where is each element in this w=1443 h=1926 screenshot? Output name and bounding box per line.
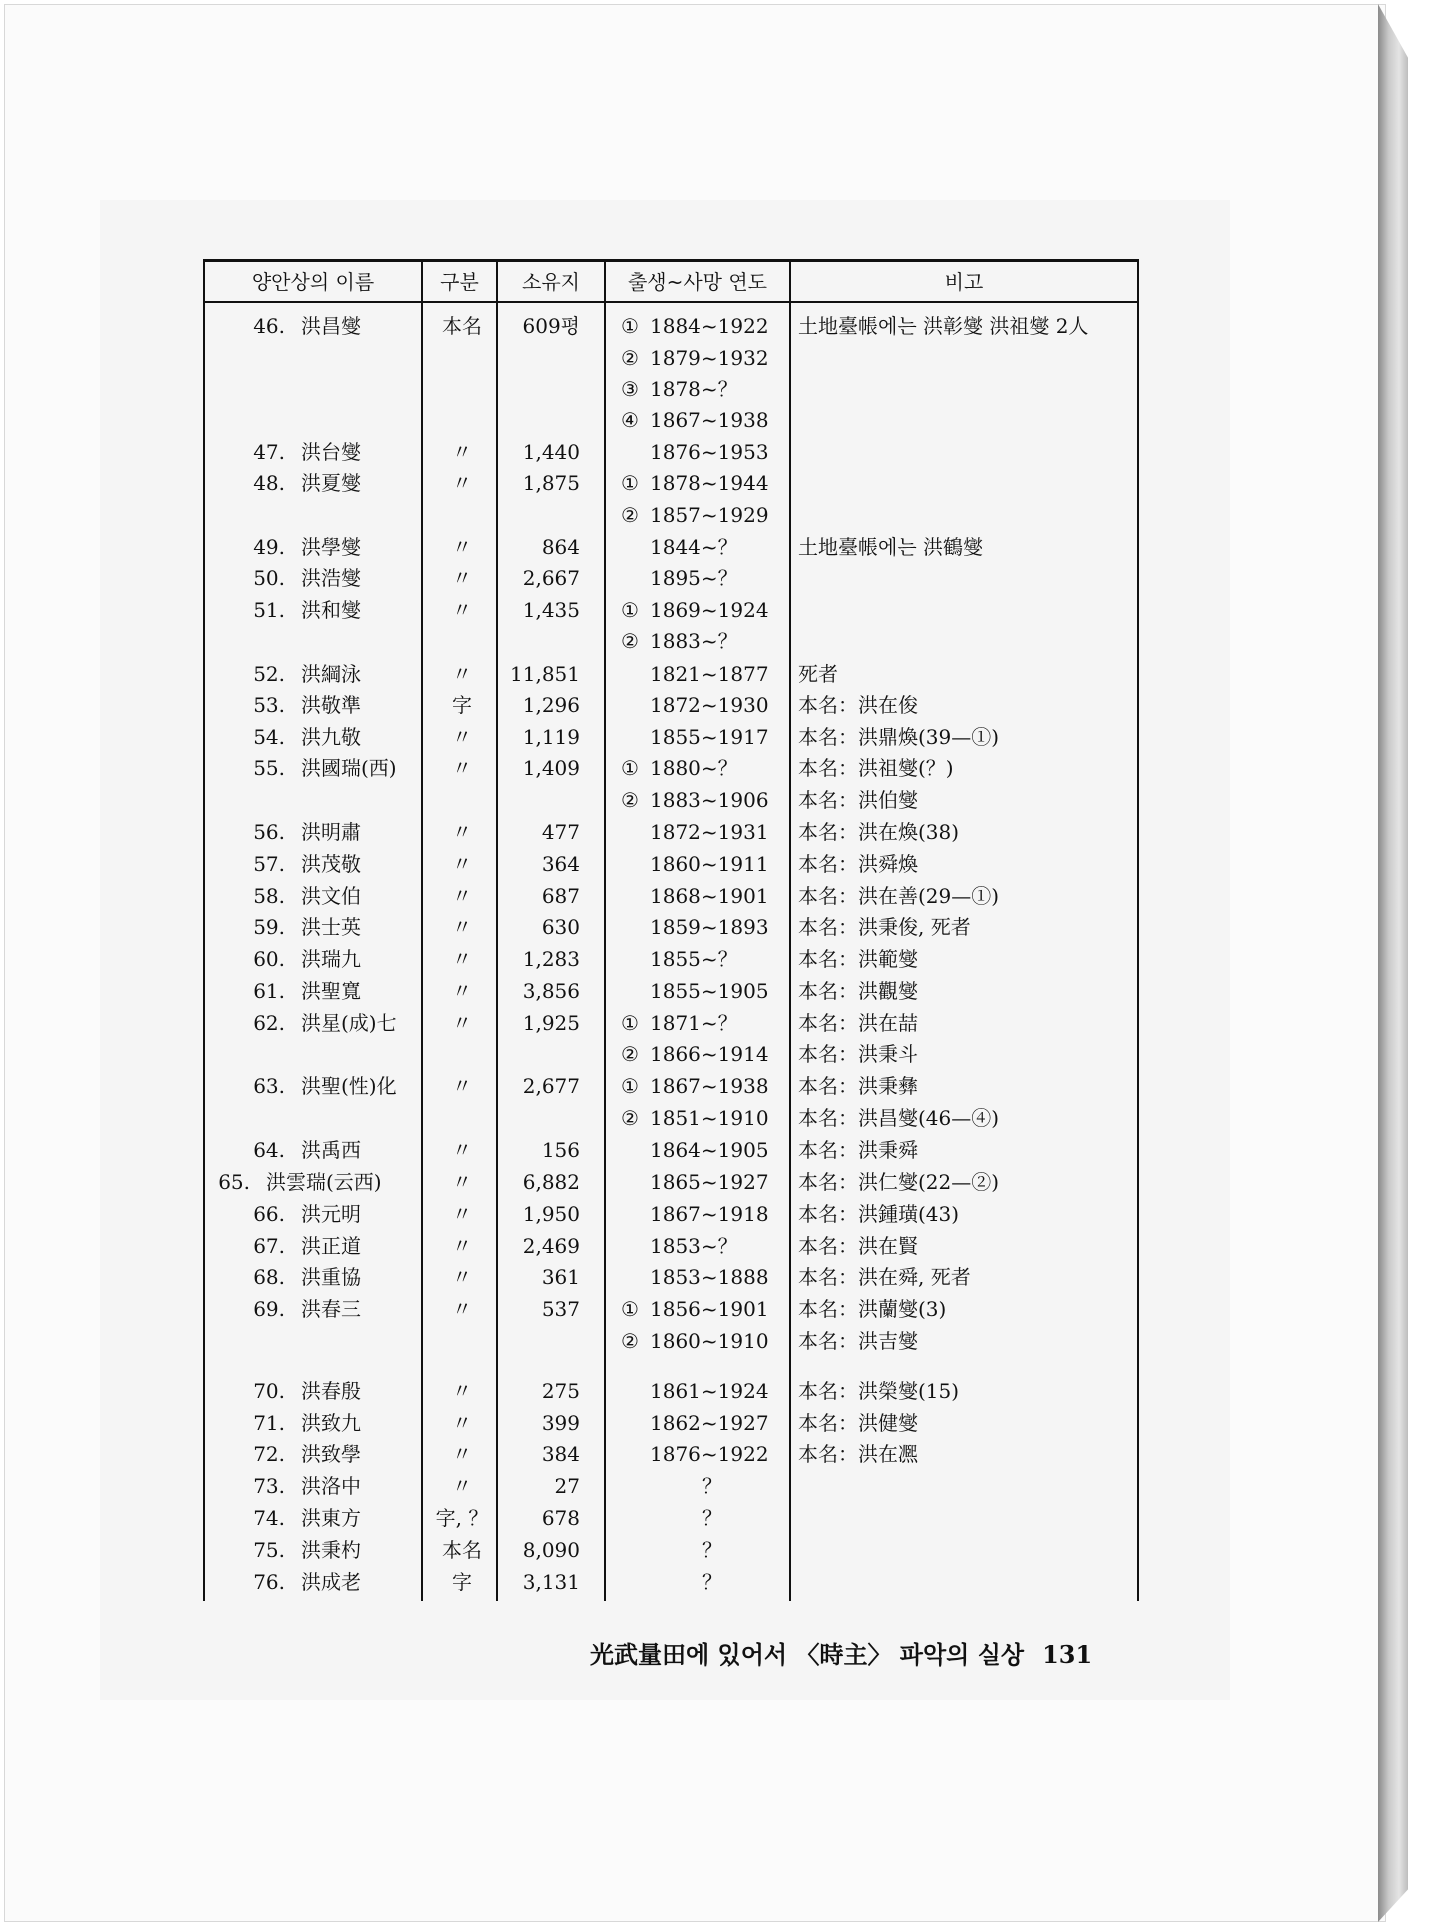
life-years: 1876~1953	[650, 440, 769, 464]
land-area: 1,119	[522, 725, 580, 749]
name-type: 〃	[452, 725, 472, 749]
life-years: 1851~1910	[650, 1106, 769, 1130]
life-years: 1853~？	[650, 1234, 738, 1258]
name-type: 〃	[452, 662, 472, 686]
land-area: 361	[541, 1265, 580, 1289]
name-type: 〃	[452, 915, 472, 939]
landholder-name: 洪敬準	[301, 693, 361, 717]
remark: 本名：洪秉彝	[798, 1074, 918, 1098]
remark: 土地臺帳에는 洪彰燮 洪祖燮 2人	[798, 314, 1089, 338]
remark: 本名：洪吉燮	[798, 1329, 918, 1353]
table-right-rule	[1137, 259, 1139, 1601]
remark: 本名：洪觀燮	[798, 979, 918, 1003]
life-years: 1872~1931	[650, 820, 769, 844]
name-type: 字, ？	[435, 1506, 489, 1530]
remark: 本名：洪秉斗	[798, 1042, 918, 1066]
row-number: 63.	[253, 1074, 285, 1098]
name-type: 〃	[452, 947, 472, 971]
candidate-marker: ①	[621, 1074, 639, 1098]
life-years: 1867~1938	[650, 1074, 769, 1098]
land-area: 364	[541, 852, 580, 876]
life-years: 1883~？	[650, 629, 738, 653]
row-number: 59.	[253, 915, 285, 939]
header-gubun: 구분	[440, 270, 479, 294]
remark: 本名：洪在俊	[798, 693, 918, 717]
name-type: 〃	[452, 566, 472, 590]
name-type: 〃	[452, 1202, 472, 1226]
name-type: 本名	[442, 314, 482, 338]
remark: 本名：洪鍾璜(43)	[798, 1202, 960, 1226]
column-rule-years	[604, 259, 606, 1601]
remark: 本名：洪秉俊, 死者	[798, 915, 971, 939]
landholder-name: 洪禹西	[301, 1138, 361, 1162]
candidate-marker: ②	[621, 629, 639, 653]
landholder-name: 洪秉杓	[301, 1538, 361, 1562]
row-number: 50.	[253, 566, 285, 590]
life-years: 1864~1905	[650, 1138, 769, 1162]
candidate-marker: ③	[621, 377, 639, 401]
column-rule-gubun	[421, 259, 423, 1601]
life-years: 1883~1906	[650, 788, 769, 812]
landholder-name: 洪春三	[301, 1297, 361, 1321]
landholder-name: 洪台燮	[301, 440, 361, 464]
name-type: 〃	[452, 820, 472, 844]
remark: 本名：洪在賢	[798, 1234, 918, 1258]
remark: 本名：洪鼎煥(39—①)	[798, 725, 1000, 749]
land-area: 630	[541, 915, 580, 939]
landholder-name: 洪春殷	[301, 1379, 361, 1403]
row-number: 54.	[253, 725, 285, 749]
row-number: 68.	[253, 1265, 285, 1289]
name-type: 〃	[452, 1411, 472, 1435]
landholder-name: 洪聖(性)化	[301, 1074, 397, 1098]
life-years: 1872~1930	[650, 693, 769, 717]
land-area: 275	[541, 1379, 580, 1403]
landholder-name: 洪聖寬	[301, 979, 361, 1003]
land-area: 1,875	[522, 471, 580, 495]
candidate-marker: ①	[621, 1011, 639, 1035]
row-number: 56.	[253, 820, 285, 844]
name-type: 〃	[452, 979, 472, 1003]
header-land: 소유지	[522, 270, 580, 294]
candidate-marker: ②	[621, 1042, 639, 1066]
life-years: 1860~1911	[650, 852, 769, 876]
candidate-marker: ①	[621, 1297, 639, 1321]
candidate-marker: ②	[621, 788, 639, 812]
life-years: 1844~？	[650, 535, 738, 559]
row-number: 60.	[253, 947, 285, 971]
remark: 本名：洪蘭燮(3)	[798, 1297, 947, 1321]
candidate-marker: ①	[621, 314, 639, 338]
landholder-name: 洪正道	[301, 1234, 361, 1258]
life-years: 1867~1918	[650, 1202, 769, 1226]
land-area: 384	[541, 1442, 580, 1466]
row-number: 72.	[253, 1442, 285, 1466]
row-number: 62.	[253, 1011, 285, 1035]
table-top-rule	[203, 259, 1139, 262]
candidate-marker: ①	[621, 471, 639, 495]
life-years: ？	[702, 1570, 722, 1594]
row-number: 47.	[253, 440, 285, 464]
land-area: 864	[541, 535, 580, 559]
land-area: 1,435	[522, 598, 580, 622]
name-type: 〃	[452, 1011, 472, 1035]
header-name: 양안상의 이름	[251, 270, 375, 294]
candidate-marker: ②	[621, 346, 639, 370]
row-number: 46.	[253, 314, 285, 338]
row-number: 64.	[253, 1138, 285, 1162]
remark: 本名：洪在煥(38)	[798, 820, 960, 844]
land-area: 687	[541, 884, 580, 908]
name-type: 〃	[452, 535, 472, 559]
life-years: 1855~1917	[650, 725, 769, 749]
row-number: 57.	[253, 852, 285, 876]
land-area: 1,296	[522, 693, 580, 717]
landholder-name: 洪文伯	[301, 884, 361, 908]
landholder-name: 洪浩燮	[301, 566, 361, 590]
name-type: 〃	[452, 1138, 472, 1162]
row-number: 76.	[253, 1570, 285, 1594]
candidate-marker: ②	[621, 503, 639, 527]
landholder-name: 洪士英	[301, 915, 361, 939]
land-area: 399	[541, 1411, 580, 1435]
remark: 本名：洪祖燮(？)	[798, 756, 954, 780]
land-area: 1,409	[522, 756, 580, 780]
name-type: 〃	[452, 884, 472, 908]
land-area: 477	[541, 820, 580, 844]
name-type: 〃	[452, 1234, 472, 1258]
row-number: 55.	[253, 756, 285, 780]
name-type: 〃	[452, 1265, 472, 1289]
life-years: 1853~1888	[650, 1265, 769, 1289]
row-number: 48.	[253, 471, 285, 495]
name-type: 本名	[442, 1538, 482, 1562]
life-years: 1866~1914	[650, 1042, 769, 1066]
remark: 本名：洪在喆	[798, 1011, 918, 1035]
remark: 本名：洪秉舜	[798, 1138, 918, 1162]
remark: 本名：洪在善(29—①)	[798, 884, 1000, 908]
row-number: 74.	[253, 1506, 285, 1530]
life-years: 1895~？	[650, 566, 738, 590]
candidate-marker: ②	[621, 1106, 639, 1130]
name-type: 〃	[452, 1170, 472, 1194]
landholder-name: 洪和燮	[301, 598, 361, 622]
life-years: 1862~1927	[650, 1411, 769, 1435]
name-type: 〃	[452, 1442, 472, 1466]
landholder-name: 洪致學	[301, 1442, 361, 1466]
remark: 本名：洪仁燮(22—②)	[798, 1170, 1000, 1194]
life-years: ？	[702, 1474, 722, 1498]
life-years: 1860~1910	[650, 1329, 769, 1353]
land-area: 8,090	[522, 1538, 580, 1562]
row-number: 67.	[253, 1234, 285, 1258]
life-years: 1865~1927	[650, 1170, 769, 1194]
remark: 本名：洪舜煥	[798, 852, 918, 876]
life-years: 1879~1932	[650, 346, 769, 370]
name-type: 〃	[452, 1379, 472, 1403]
land-area: 537	[541, 1297, 580, 1321]
header-years: 출생~사망 연도	[627, 270, 768, 294]
land-area: 2,667	[522, 566, 580, 590]
life-years: 1884~1922	[650, 314, 769, 338]
land-area: 609평	[522, 314, 580, 338]
name-type: 字	[452, 693, 472, 717]
remark: 死者	[798, 662, 838, 686]
remark: 本名：洪伯燮	[798, 788, 918, 812]
life-years: 1855~1905	[650, 979, 769, 1003]
name-type: 〃	[452, 598, 472, 622]
life-years: 1857~1929	[650, 503, 769, 527]
life-years: 1871~？	[650, 1011, 738, 1035]
land-area: 2,677	[522, 1074, 580, 1098]
life-years: 1878~？	[650, 377, 738, 401]
row-number: 71.	[253, 1411, 285, 1435]
life-years: 1868~1901	[650, 884, 769, 908]
life-years: 1867~1938	[650, 408, 769, 432]
name-type: 〃	[452, 1074, 472, 1098]
landholder-name: 洪成老	[301, 1570, 361, 1594]
life-years: 1855~？	[650, 947, 738, 971]
remark: 本名：洪昌燮(46—④)	[798, 1106, 1000, 1130]
name-type: 〃	[452, 756, 472, 780]
landholder-name: 洪綱泳	[301, 662, 361, 686]
landholder-name: 洪東方	[301, 1506, 361, 1530]
landholder-name: 洪致九	[301, 1411, 361, 1435]
life-years: 1869~1924	[650, 598, 769, 622]
row-number: 69.	[253, 1297, 285, 1321]
life-years: 1876~1922	[650, 1442, 769, 1466]
landholder-name: 洪瑞九	[301, 947, 361, 971]
page-number: 131	[1042, 1640, 1093, 1669]
landholder-name: 洪學燮	[301, 535, 361, 559]
remark: 本名：洪在舜, 死者	[798, 1265, 971, 1289]
row-number: 52.	[253, 662, 285, 686]
name-type: 〃	[452, 440, 472, 464]
life-years: ？	[702, 1506, 722, 1530]
candidate-marker: ①	[621, 756, 639, 780]
header-note: 비고	[944, 270, 984, 294]
landholder-name: 洪重協	[301, 1265, 361, 1289]
row-number: 66.	[253, 1202, 285, 1226]
land-area: 156	[541, 1138, 580, 1162]
remark: 土地臺帳에는 洪鶴燮	[798, 535, 983, 559]
landholder-name: 洪夏燮	[301, 471, 361, 495]
life-years: 1856~1901	[650, 1297, 769, 1321]
land-area: 27	[554, 1474, 580, 1498]
candidate-marker: ④	[621, 408, 639, 432]
candidate-marker: ②	[621, 1329, 639, 1353]
candidate-marker: ①	[621, 598, 639, 622]
land-area: 6,882	[522, 1170, 580, 1194]
life-years: 1861~1924	[650, 1379, 769, 1403]
row-number: 75.	[253, 1538, 285, 1562]
name-type: 字	[452, 1570, 472, 1594]
remark: 本名：洪範燮	[798, 947, 918, 971]
remark: 本名：洪榮燮(15)	[798, 1379, 960, 1403]
life-years: 1821~1877	[650, 662, 769, 686]
life-years: ？	[702, 1538, 722, 1562]
landholder-name: 洪元明	[301, 1202, 361, 1226]
land-area: 3,856	[522, 979, 580, 1003]
land-area: 1,440	[522, 440, 580, 464]
remark: 本名：洪在凞	[798, 1442, 918, 1466]
landholder-name: 洪茂敬	[301, 852, 361, 876]
landholder-name: 洪昌燮	[301, 314, 361, 338]
landholder-name: 洪雲瑞(云西)	[266, 1170, 382, 1194]
name-type: 〃	[452, 471, 472, 495]
row-number: 51.	[253, 598, 285, 622]
row-number: 61.	[253, 979, 285, 1003]
name-type: 〃	[452, 1474, 472, 1498]
remark: 本名：洪健燮	[798, 1411, 918, 1435]
life-years: 1880~？	[650, 756, 738, 780]
landholder-name: 洪洛中	[301, 1474, 361, 1498]
land-area: 1,925	[522, 1011, 580, 1035]
land-area: 678	[541, 1506, 580, 1530]
life-years: 1878~1944	[650, 471, 769, 495]
name-type: 〃	[452, 852, 472, 876]
row-number: 73.	[253, 1474, 285, 1498]
land-area: 1,283	[522, 947, 580, 971]
row-number: 65.	[218, 1170, 250, 1194]
landholder-name: 洪星(成)七	[301, 1011, 397, 1035]
row-number: 53.	[253, 693, 285, 717]
row-number: 58.	[253, 884, 285, 908]
row-number: 49.	[253, 535, 285, 559]
land-area: 11,851	[510, 662, 580, 686]
header-bottom-rule	[203, 301, 1139, 303]
page-footer	[590, 1637, 1130, 1673]
land-area: 2,469	[522, 1234, 580, 1258]
landholder-name: 洪國瑞(西)	[301, 756, 397, 780]
land-area: 3,131	[522, 1570, 580, 1594]
row-number: 70.	[253, 1379, 285, 1403]
running-title: 光武量田에 있어서 〈時主〉 파악의 실상	[590, 1640, 1025, 1669]
landholder-name: 洪明肅	[301, 820, 361, 844]
land-area: 1,950	[522, 1202, 580, 1226]
landholder-name: 洪九敬	[301, 725, 361, 749]
name-type: 〃	[452, 1297, 472, 1321]
life-years: 1859~1893	[650, 915, 769, 939]
